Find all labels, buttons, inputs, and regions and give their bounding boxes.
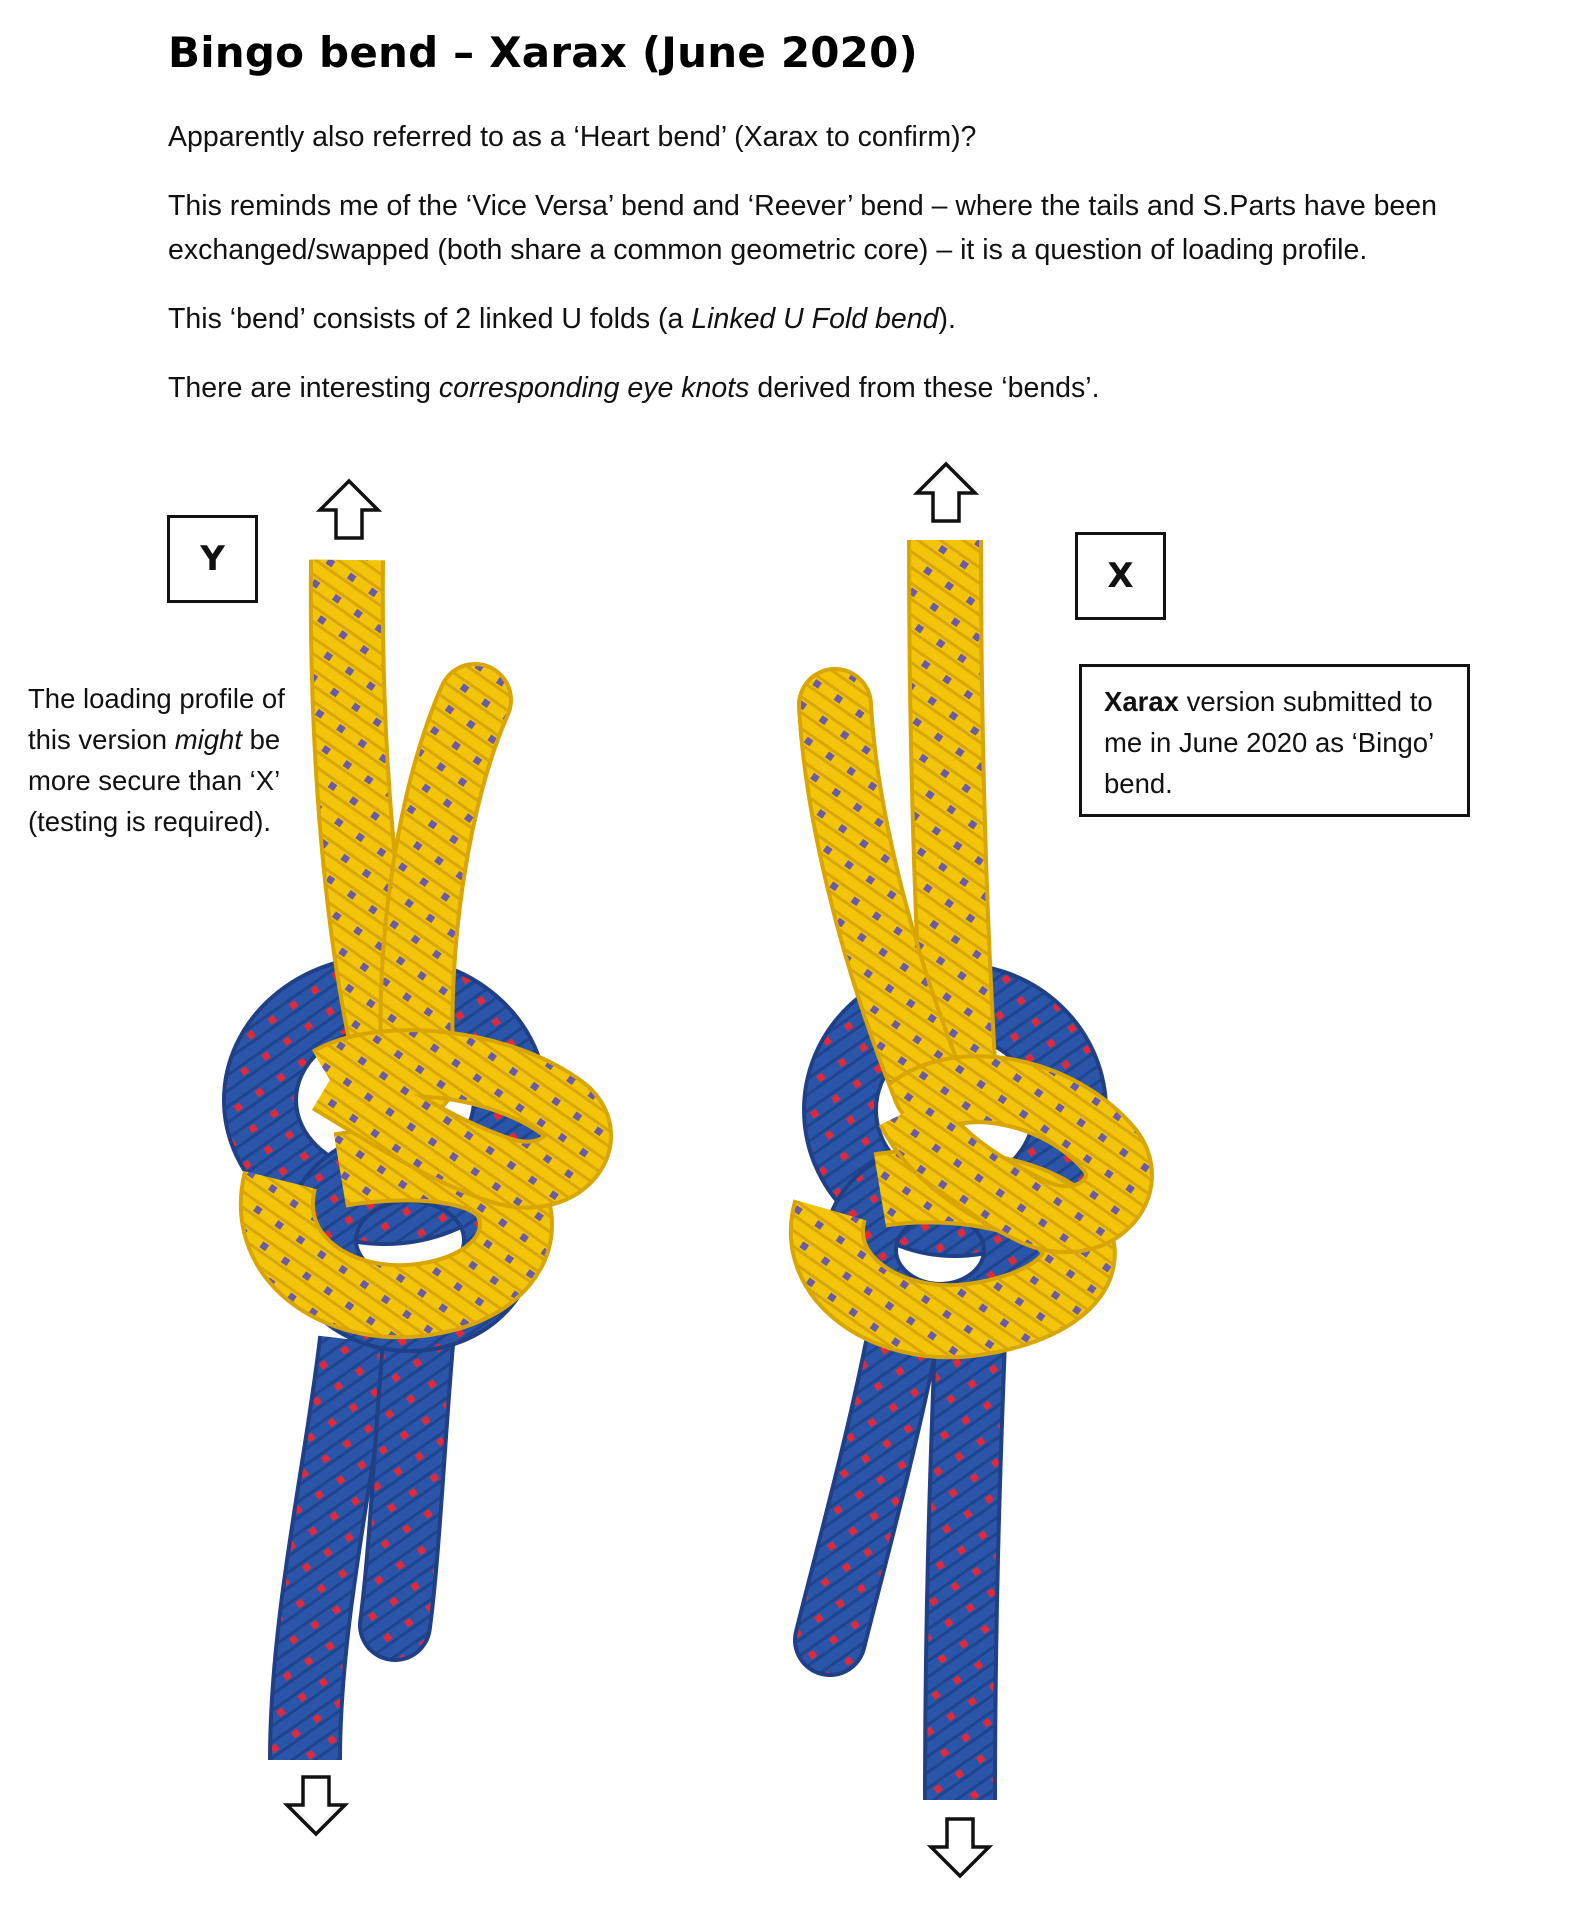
figure-label-x: X	[1075, 532, 1166, 620]
arrow-up-icon	[913, 461, 979, 525]
paragraph-3: This ‘bend’ consists of 2 linked U folds (a Linked U Fold bend).	[168, 303, 956, 335]
paragraph-2: This reminds me of the ‘Vice Versa’ bend and ‘Reever’ bend – where the tails and S.Parts have been exchanged/swapped (both share a common geometric core) – it is a question of loading profile.	[168, 190, 1437, 266]
page-title: Bingo bend – Xarax (June 2020)	[168, 28, 918, 77]
arrow-up-icon	[316, 478, 382, 542]
arrow-down-icon	[283, 1773, 349, 1837]
knot-photo-x	[760, 470, 1360, 1860]
knot-photo-y	[220, 470, 820, 1860]
left-figure-note: The loading profile of this version might be more secure than ‘X’ (testing is required).	[28, 683, 285, 837]
right-figure-note: Xarax version submitted to me in June 2020 as ‘Bingo’ bend.	[1079, 664, 1470, 817]
paragraph-1: Apparently also referred to as a ‘Heart bend’ (Xarax to confirm)?	[168, 121, 977, 153]
arrow-down-icon	[927, 1815, 993, 1879]
figure-label-y: Y	[167, 515, 258, 603]
paragraph-4: There are interesting corresponding eye knots derived from these ‘bends’.	[168, 372, 1100, 404]
